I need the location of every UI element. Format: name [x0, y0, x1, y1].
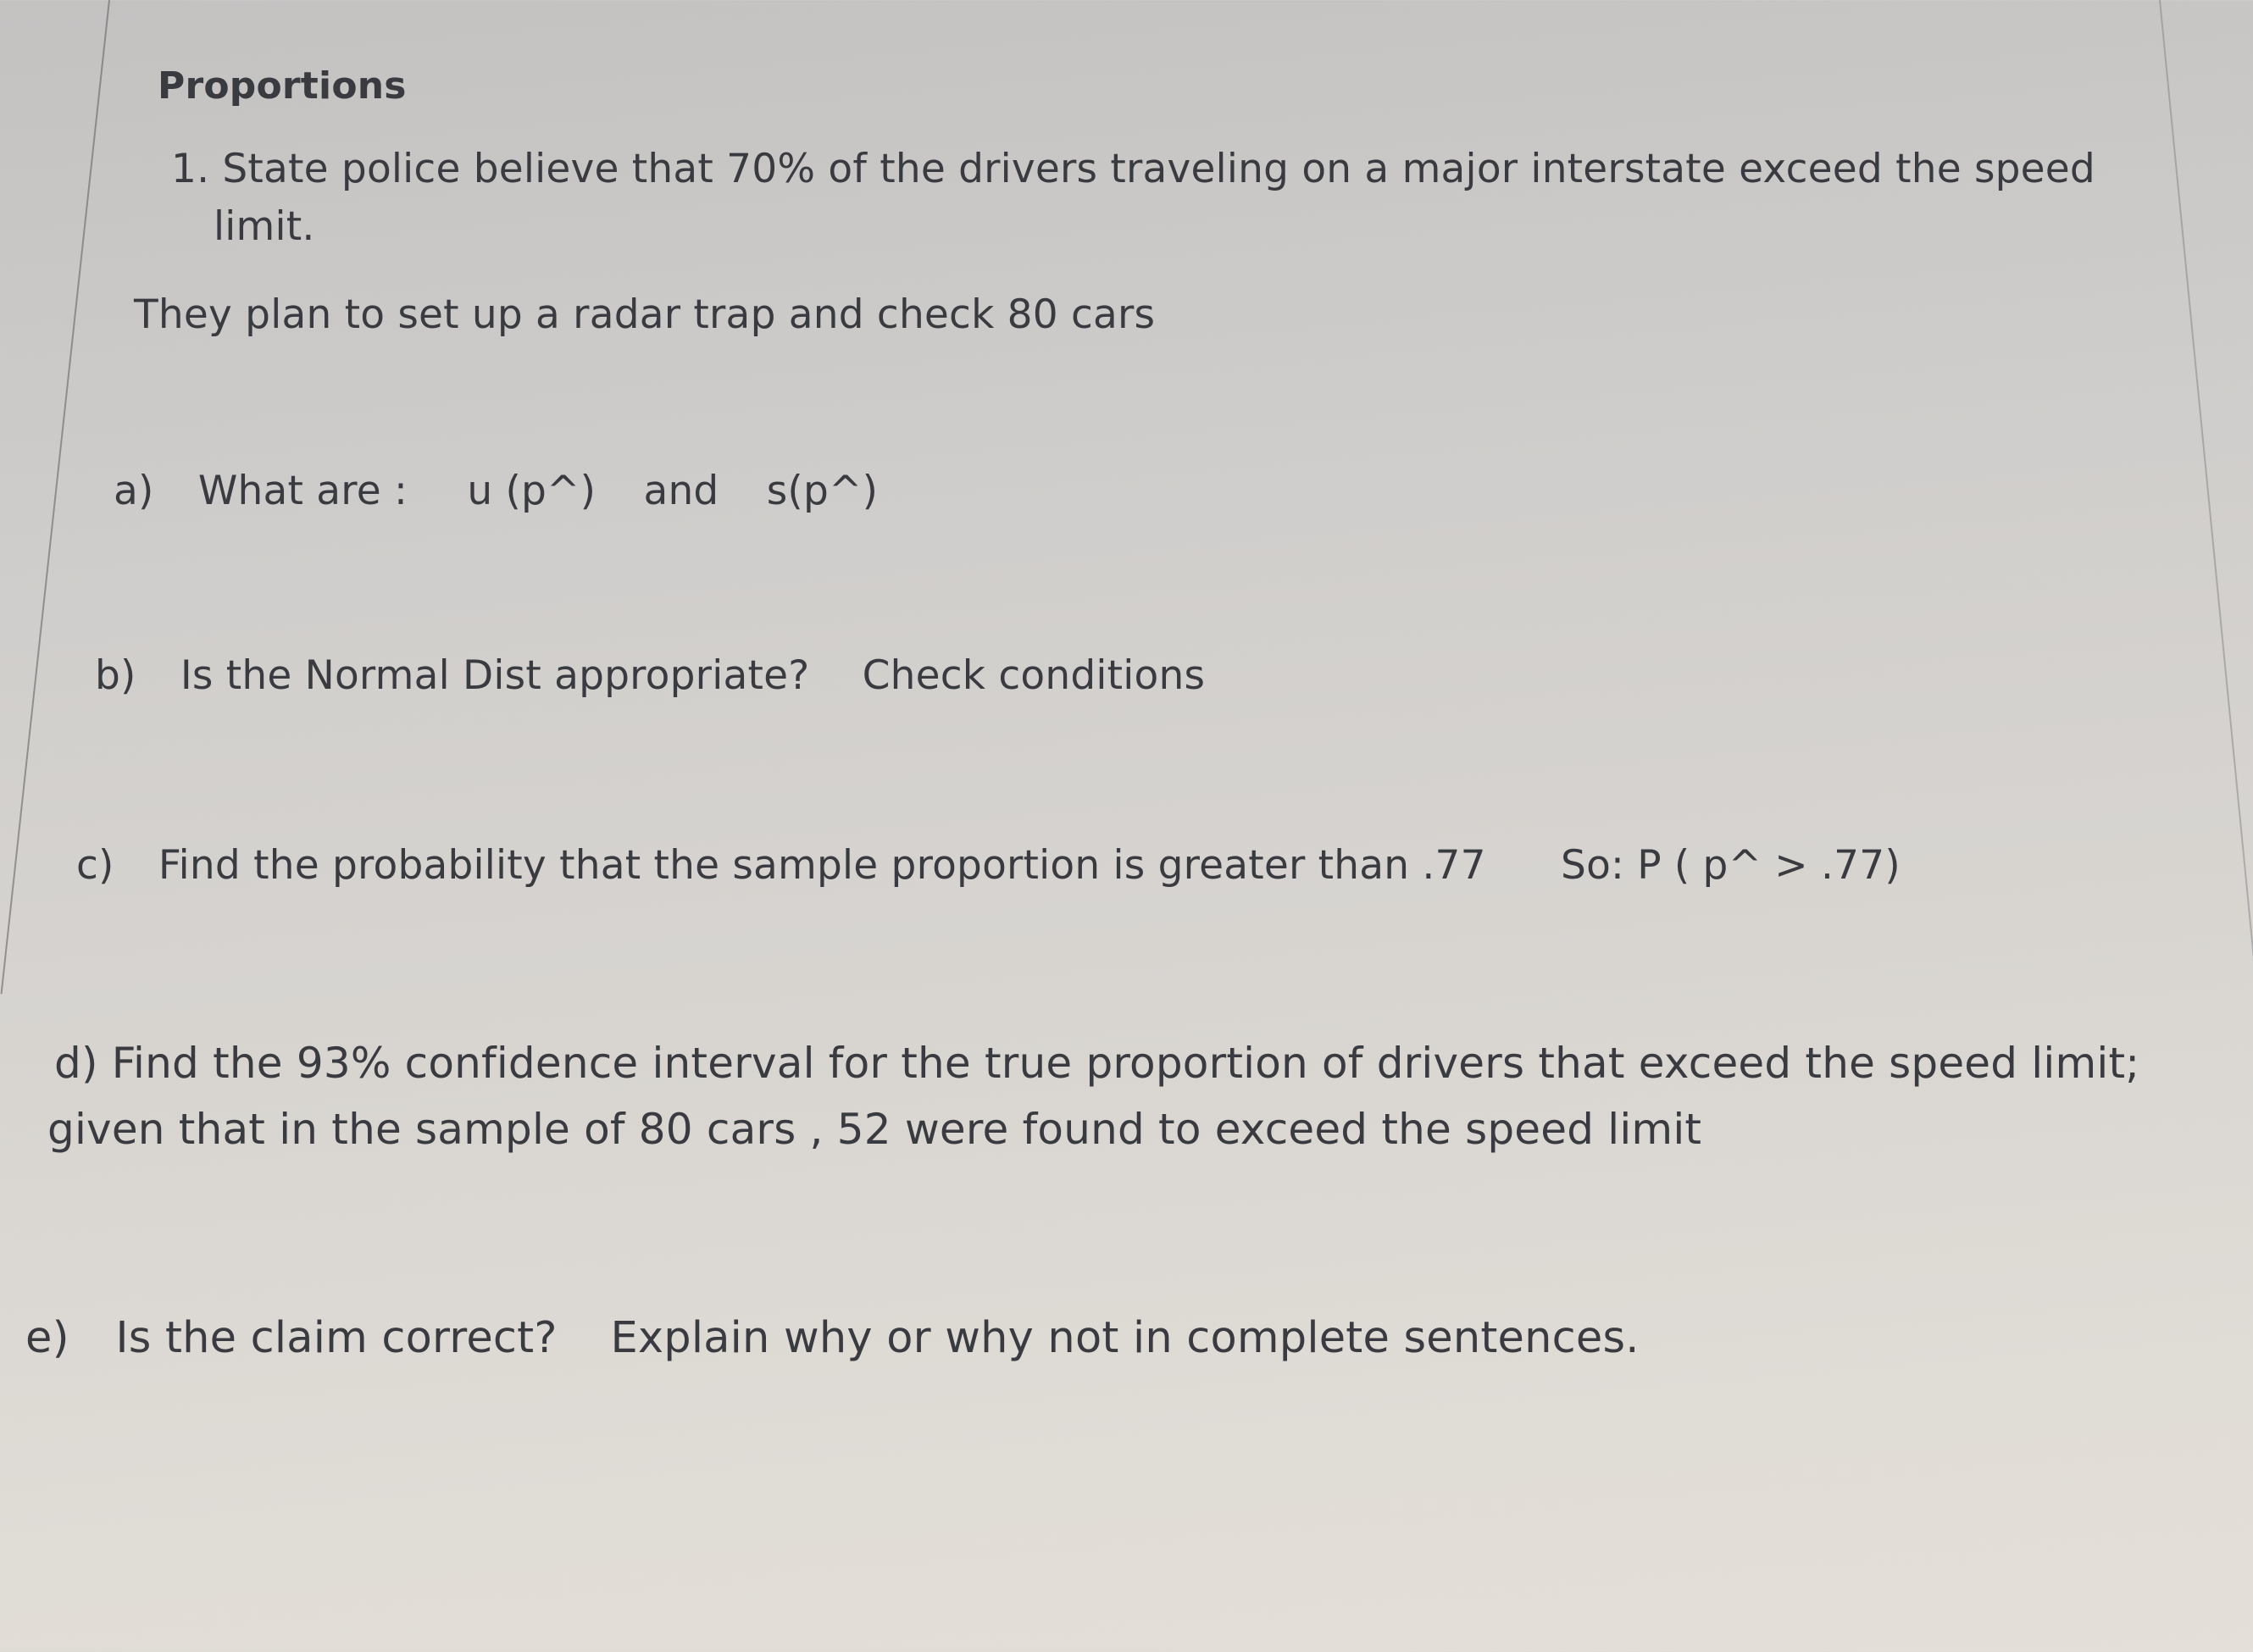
part-b-label: b) [95, 652, 136, 699]
part-a-and: and [643, 468, 719, 514]
question-1-line-1: 1. State police believe that 70% of the drivers traveling on a major interstate exceed the speed [171, 146, 2095, 192]
part-d-line-2: given that in the sample of 80 cars , 52 were found to exceed the speed limit [47, 1105, 1702, 1154]
part-c [76, 842, 1901, 889]
paper-right-edge [2159, 0, 2253, 962]
part-e-text: Is the claim correct? [115, 1313, 558, 1363]
part-c-so: So: P ( p^ > .77) [1561, 842, 1901, 889]
part-c-text: Find the probability that the sample proportion is greater than .77 [158, 842, 1486, 889]
question-1-line-2: limit. [214, 203, 315, 250]
part-d-line-1: d) Find the 93% confidence interval for the true proportion of drivers that exceed the speed limit; [54, 1039, 2140, 1088]
part-a-text: What are : [197, 468, 408, 514]
part-a-sd: s(p^) [766, 468, 879, 514]
worksheet-title: Proportions [158, 64, 407, 108]
part-e-label: e) [25, 1313, 69, 1363]
part-e [25, 1313, 1640, 1363]
part-a-label: a) [114, 468, 154, 514]
part-c-label: c) [76, 842, 114, 889]
part-b [95, 652, 1205, 699]
part-b-text-2: Check conditions [862, 652, 1206, 699]
plan-statement: They plan to set up a radar trap and check 80 cars [134, 291, 1156, 338]
part-e-text-2: Explain why or why not in complete sentences. [610, 1313, 1640, 1363]
part-b-text: Is the Normal Dist appropriate? [180, 652, 810, 699]
part-a [114, 468, 878, 514]
part-a-mean: u (p^) [467, 468, 597, 514]
